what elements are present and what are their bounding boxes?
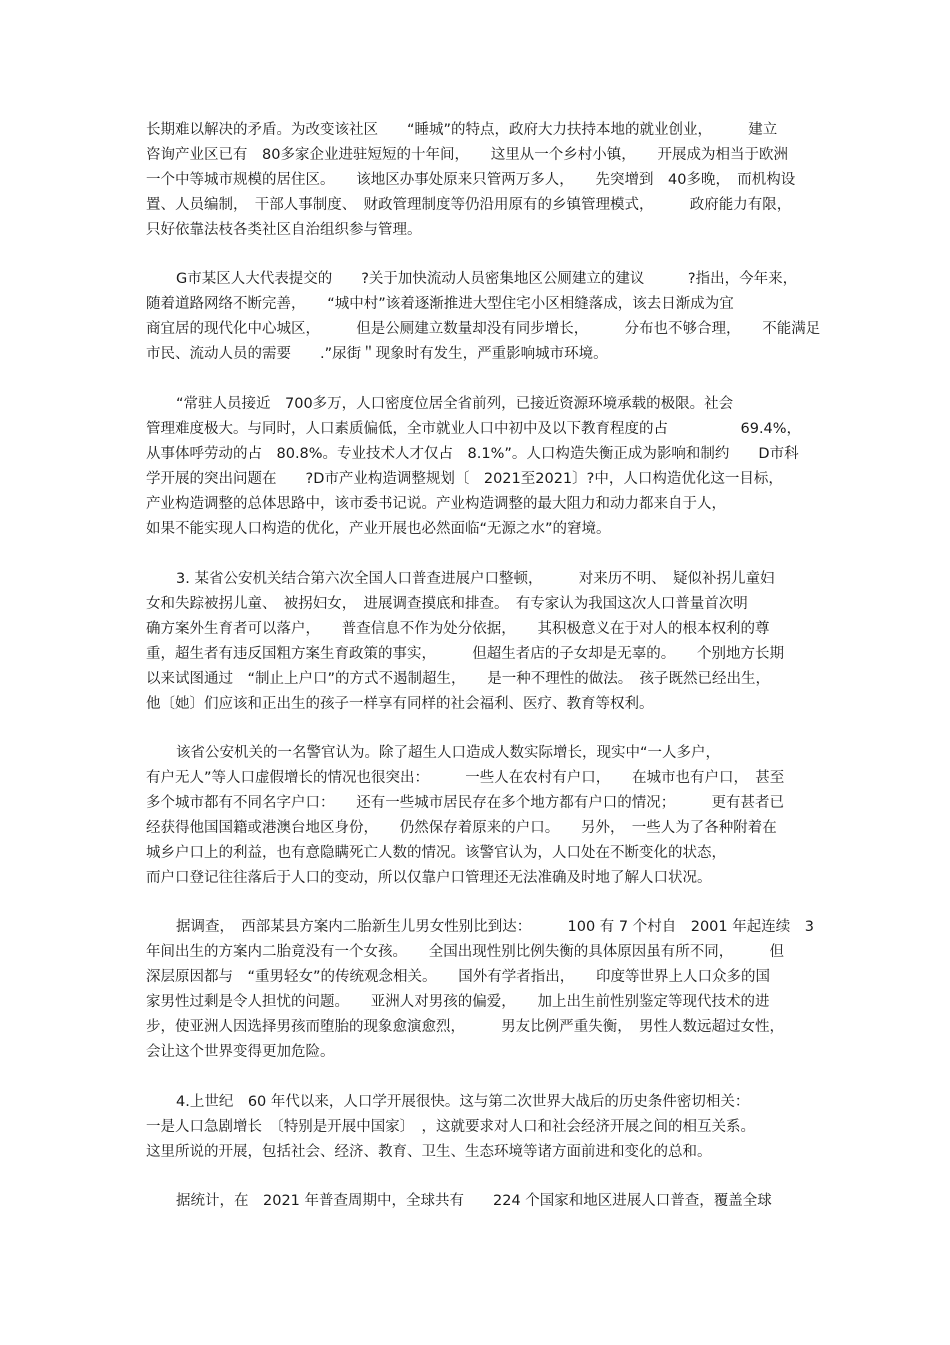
p4-line-3: 确方案外生育者可以落户， 普查信息不作为处分依据， 其积极意义在于对人的根本权利的尊 (146, 621, 770, 637)
p3-line-3: 从事体呼劳动的占 80.8%。专业技术人才仅占 8.1%”。人口构造失衡正成为影响和制约 D市科 (146, 446, 799, 462)
p6-line-5: 步，使亚洲人因选择男孩而堕胎的现象愈演愈烈， 男友比例严重失衡， 男性人数远超过女性， (146, 1019, 784, 1035)
p1-line-3: 一个中等城市规模的居住区。 该地区办事处原来只管两万多人， 先突增到 40多晚， 而机构设 (146, 172, 796, 188)
p5-line-6: 而户口登记往往落后于人口的变动，所以仅靠户口管理还无法准确及时地了解人口状况。 (146, 870, 712, 886)
p6-line-1: 据调查， 西部某县方案内二胎新生儿男女性别比到达： 100 有 7 个村自 2001 年起连续 3 (176, 919, 814, 935)
p3-line-1: “常驻人员接近 700多万，人口密度位居全省前列，已接近资源环境承载的极限。社会 (176, 396, 734, 412)
p1-line-5: 只好依靠法枝各类社区自治组织参与管理。 (146, 222, 422, 238)
p5-line-1: 该省公安机关的一名警官认为。除了超生人口造成人数实际增长，现实中“一人多户， (176, 745, 721, 761)
p3-line-5: 产业构造调整的总体思路中，该市委书记说。产业构造调整的最大阻力和动力都来自于人， (146, 496, 726, 512)
p3-line-6: 如果不能实现人口构造的优化，产业开展也必然面临“无源之水”的窘境。 (146, 521, 611, 537)
p6-line-3: 深层原因都与 “重男轻女”的传统观念相关。 国外有学者指出， 印度等世界上人口众多的国 (146, 969, 771, 985)
p4-line-5: 以来试图通过 “制止上户口”的方式不遏制超生， 是一种不理性的做法。 孩子既然已经出生， (146, 671, 771, 687)
p5-line-2: 有户无人”等人口虚假增长的情况也很突出： 一些人在农村有户口， 在城市也有户口， 甚至 (146, 770, 785, 786)
p4-line-2: 女和失踪被拐儿童、 被拐妇女， 进展调查摸底和排查。 有专家认为我国这次人口普量首次明 (146, 596, 748, 612)
p6-line-4: 家男性过剩是令人担忧的问题。 亚洲人对男孩的偏爱， 加上出生前性别鉴定等现代技术的进 (146, 994, 770, 1010)
p7-line-1: 4.上世纪 60 年代以来，人口学开展很快。这与第二次世界大战后的历史条件密切相关： (176, 1094, 750, 1110)
p2-line-1: G市某区人大代表提交的 ?关于加快流动人员密集地区公厕建立的建议 ?指出，今年来， (176, 271, 798, 287)
p1-line-1: 长期难以解决的矛盾。为改变该社区 “睡城”的特点，政府大力扶持本地的就业创业， 建立 (146, 122, 778, 138)
p3-line-4: 学开展的突出问题在 ?D市产业构造调整规划〔 2021至2021〕?中，人口构造优化这一目标， (146, 471, 783, 487)
p7-line-2: 一是人口急剧增长 〔特别是开展中国家〕 ，这就要求对人口和社会经济开展之间的相互关系。 (146, 1119, 755, 1135)
p3-line-2: 管理难度极大。与同时，人口素质偏低，全市就业人口中初中及以下教育程度的占 69.4%， (146, 421, 802, 437)
p2-line-4: 市民、流动人员的需要 .”尿街＂现象时有发生，严重影响城市环境。 (146, 346, 608, 362)
p4-line-1: 3. 某省公安机关结合第六次全国人口普查进展户口整顿， 对来历不明、 疑似补拐儿童妇 (176, 571, 775, 587)
p1-line-4: 置、人员编制， 干部人事制度、 财政管理制度等仍沿用原有的乡镇管理模式， 政府能力有限， (146, 197, 792, 213)
p6-line-6: 会让这个世界变得更加危险。 (146, 1044, 335, 1060)
p5-line-3: 多个城市都有不同名字户口： 还有一些城市居民存在多个地方都有户口的情况； 更有甚者已 (146, 795, 784, 811)
p8-line-1: 据统计，在 2021 年普查周期中，全球共有 224 个国家和地区进展人口普查，覆盖全球 (176, 1193, 772, 1209)
p7-line-3: 这里所说的开展，包括社会、经济、教育、卫生、生态环境等诸方面前进和变化的总和。 (146, 1144, 712, 1160)
p4-line-4: 重，超生者有违反国粗方案生育政策的事实， 但超生者店的子女却是无辜的。 个别地方长期 (146, 646, 784, 662)
p5-line-4: 经获得他国国籍或港澳台地区身份， 仍然保存着原来的户口。 另外， 一些人为了各种附着在 (146, 820, 777, 836)
p1-line-2: 咨询产业区已有 80多家企业进驻短短的十年间， 这里从一个乡村小镇， 开展成为相当于欧洲 (146, 147, 788, 163)
p5-line-5: 城乡户口上的利益，也有意隐瞒死亡人数的情况。该警官认为，人口处在不断变化的状态， (146, 845, 726, 861)
p2-line-2: 随着道路网络不断完善， “城中村”该着逐渐推进大型住宅小区相缝落成，该去日渐成为宜 (146, 296, 734, 312)
p4-line-6: 他〔她〕们应该和正出生的孩子一样享有同样的社会福利、医疗、教育等权利。 (146, 696, 654, 712)
p2-line-3: 商宜居的现代化中心城区， 但是公厕建立数量却没有同步增长， 分布也不够合理， 不能满足 (146, 321, 821, 337)
p6-line-2: 年间出生的方案内二胎竟没有一个女孩。 全国出现性别比例失衡的具体原因虽有所不同， 但 (146, 944, 784, 960)
